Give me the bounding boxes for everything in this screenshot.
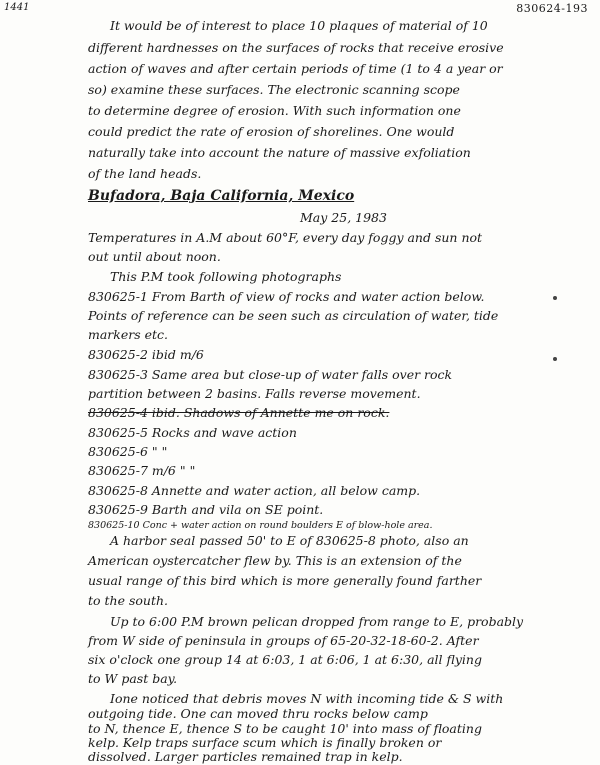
- observation-line: dissolved. Larger particles remained trap in kelp.: [88, 749, 403, 764]
- observation-line: to N, thence E, thence S to be caught 10' into mass of floating: [88, 721, 482, 736]
- observation-line: American oystercatcher flew by. This is an extension of the: [88, 553, 462, 568]
- observation-line: Up to 6:00 P.M brown pelican dropped from range to E, probably: [110, 614, 524, 629]
- entry-line: This P.M took following photographs: [110, 269, 342, 284]
- paragraph-line: different hardnesses on the surfaces of rocks that receive erosive: [88, 40, 504, 55]
- location-heading: Bufadora, Baja California, Mexico: [88, 188, 355, 204]
- paragraph-line: action of waves and after certain periods of time (1 to 4 a year or: [88, 61, 503, 76]
- entry-date: May 25, 1983: [300, 210, 387, 225]
- paragraph-line: It would be of interest to place 10 plaques of material of 10: [110, 18, 488, 33]
- struck-photo-log-line: 830625-4 ibid. Shadows of Annette me on rock.: [88, 405, 390, 420]
- observation-line: to the south.: [88, 593, 169, 608]
- entry-line: Temperatures in A.M about 60°F, every day foggy and sun not: [88, 230, 483, 245]
- page-number-left: 1441: [4, 2, 30, 13]
- observation-line: to W past bay.: [88, 671, 178, 686]
- photo-log-line: 830625-7 m/6 " ": [88, 463, 196, 478]
- entry-line: out until about noon.: [88, 249, 221, 264]
- observation-line: six o'clock one group 14 at 6:03, 1 at 6:06, 1 at 6:30, all flying: [88, 652, 482, 667]
- photo-log-line: 830625-5 Rocks and wave action: [88, 425, 297, 440]
- paragraph-line: of the land heads.: [88, 166, 202, 181]
- photo-log-line: 830625-2 ibid m/6: [88, 347, 204, 362]
- photo-log-line: 830625-6 " ": [88, 444, 168, 459]
- paragraph-line: to determine degree of erosion. With such information one: [88, 103, 461, 118]
- photo-log-line: 830625-10 Conc + water action on round boulders E of blow-hole area.: [88, 520, 433, 531]
- photo-log-line: 830625-8 Annette and water action, all below camp.: [88, 483, 421, 498]
- document-id: 830624-193: [516, 2, 588, 15]
- observation-line: Ione noticed that debris moves N with incoming tide & S with: [110, 691, 504, 706]
- ink-blot: [553, 296, 557, 300]
- paragraph-line: so) examine these surfaces. The electronic scanning scope: [88, 82, 460, 97]
- ink-blot: [553, 357, 557, 361]
- entry-line: Points of reference can be seen such as circulation of water, tide: [88, 308, 499, 323]
- entry-line: partition between 2 basins. Falls reverse movement.: [88, 386, 421, 401]
- photo-log-line: 830625-9 Barth and vila on SE point.: [88, 502, 324, 517]
- observation-line: A harbor seal passed 50' to E of 830625-8 photo, also an: [110, 533, 469, 548]
- observation-line: usual range of this bird which is more generally found farther: [88, 573, 482, 588]
- observation-line: from W side of peninsula in groups of 65-20-32-18-60-2. After: [88, 633, 479, 648]
- paragraph-line: could predict the rate of erosion of shorelines. One would: [88, 124, 455, 139]
- entry-line: markers etc.: [88, 327, 169, 342]
- observation-line: kelp. Kelp traps surface scum which is finally broken or: [88, 735, 442, 750]
- observation-line: outgoing tide. One can moved thru rocks below camp: [88, 706, 428, 721]
- paragraph-line: naturally take into account the nature of massive exfoliation: [88, 145, 471, 160]
- photo-log-line: 830625-1 From Barth of view of rocks and water action below.: [88, 289, 485, 304]
- photo-log-line: 830625-3 Same area but close-up of water falls over rock: [88, 367, 453, 382]
